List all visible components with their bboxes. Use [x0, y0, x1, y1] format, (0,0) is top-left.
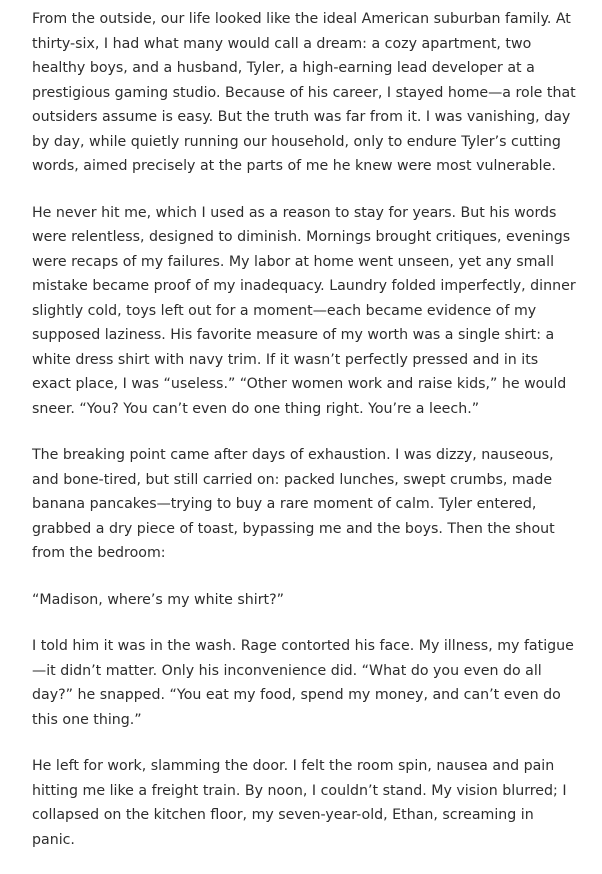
paragraph-intro: From the outside, our life looked like the ideal American suburban family. At thirty-six, I had what many would call a dream: a cozy apartment, two healthy boys, and a husband, Tyler, a high-earning lead developer at a prestigious gaming studio. Because of his career, I stayed home—a role that outsiders assume is easy. But the truth was far from it. I was vanishing, day by day, while quietly running our household, only to endure Tyler’s cutting words, aimed precisely at the parts of me he knew were most vulnerable.: [32, 11, 576, 174]
paragraph-shout: “Madison, where’s my white shirt?”: [32, 591, 284, 608]
paragraph-breaking-point: The breaking point came after days of exhaustion. I was dizzy, nauseous, and bone-tired, but still carried on: packed lunches, swept crumbs, made banana pancakes—trying to buy a rare moment of calm. Tyler entered, grabbed a dry piece of toast, bypassing me and the boys. Then the shout from the bedroom:: [32, 447, 555, 561]
paragraph-words: He never hit me, which I used as a reason to stay for years. But his words were relentless, designed to diminish. Mornings brought critiques, evenings were recaps of my failures. My labor at home went unseen, yet any small mistake became proof of my inadequacy. Laundry folded imperfectly, dinner slightly cold, toys left out for a moment—each became evidence of my supposed laziness. His favorite measure of my worth was a single shirt: a white dress shirt with navy trim. If it wasn’t perfectly pressed and in its exact place, I was “useless.” “Other women work and raise kids,” he would sneer. “You? You can’t even do one thing right. You’re a leech.”: [32, 204, 576, 417]
article-body: [32, 7, 580, 874]
paragraph-wash: I told him it was in the wash. Rage contorted his face. My illness, my fatigue—it didn’t matter. Only his inconvenience did. “What do you even do all day?” he snapped. “You eat my food, spend my money, and can’t even do this one thing.”: [32, 638, 574, 728]
paragraph-collapse: He left for work, slamming the door. I felt the room spin, nausea and pain hitting me like a freight train. By noon, I couldn’t stand. My vision blurred; I collapsed on the kitchen floor, my seven-year-old, Ethan, screaming in panic.: [32, 758, 567, 848]
